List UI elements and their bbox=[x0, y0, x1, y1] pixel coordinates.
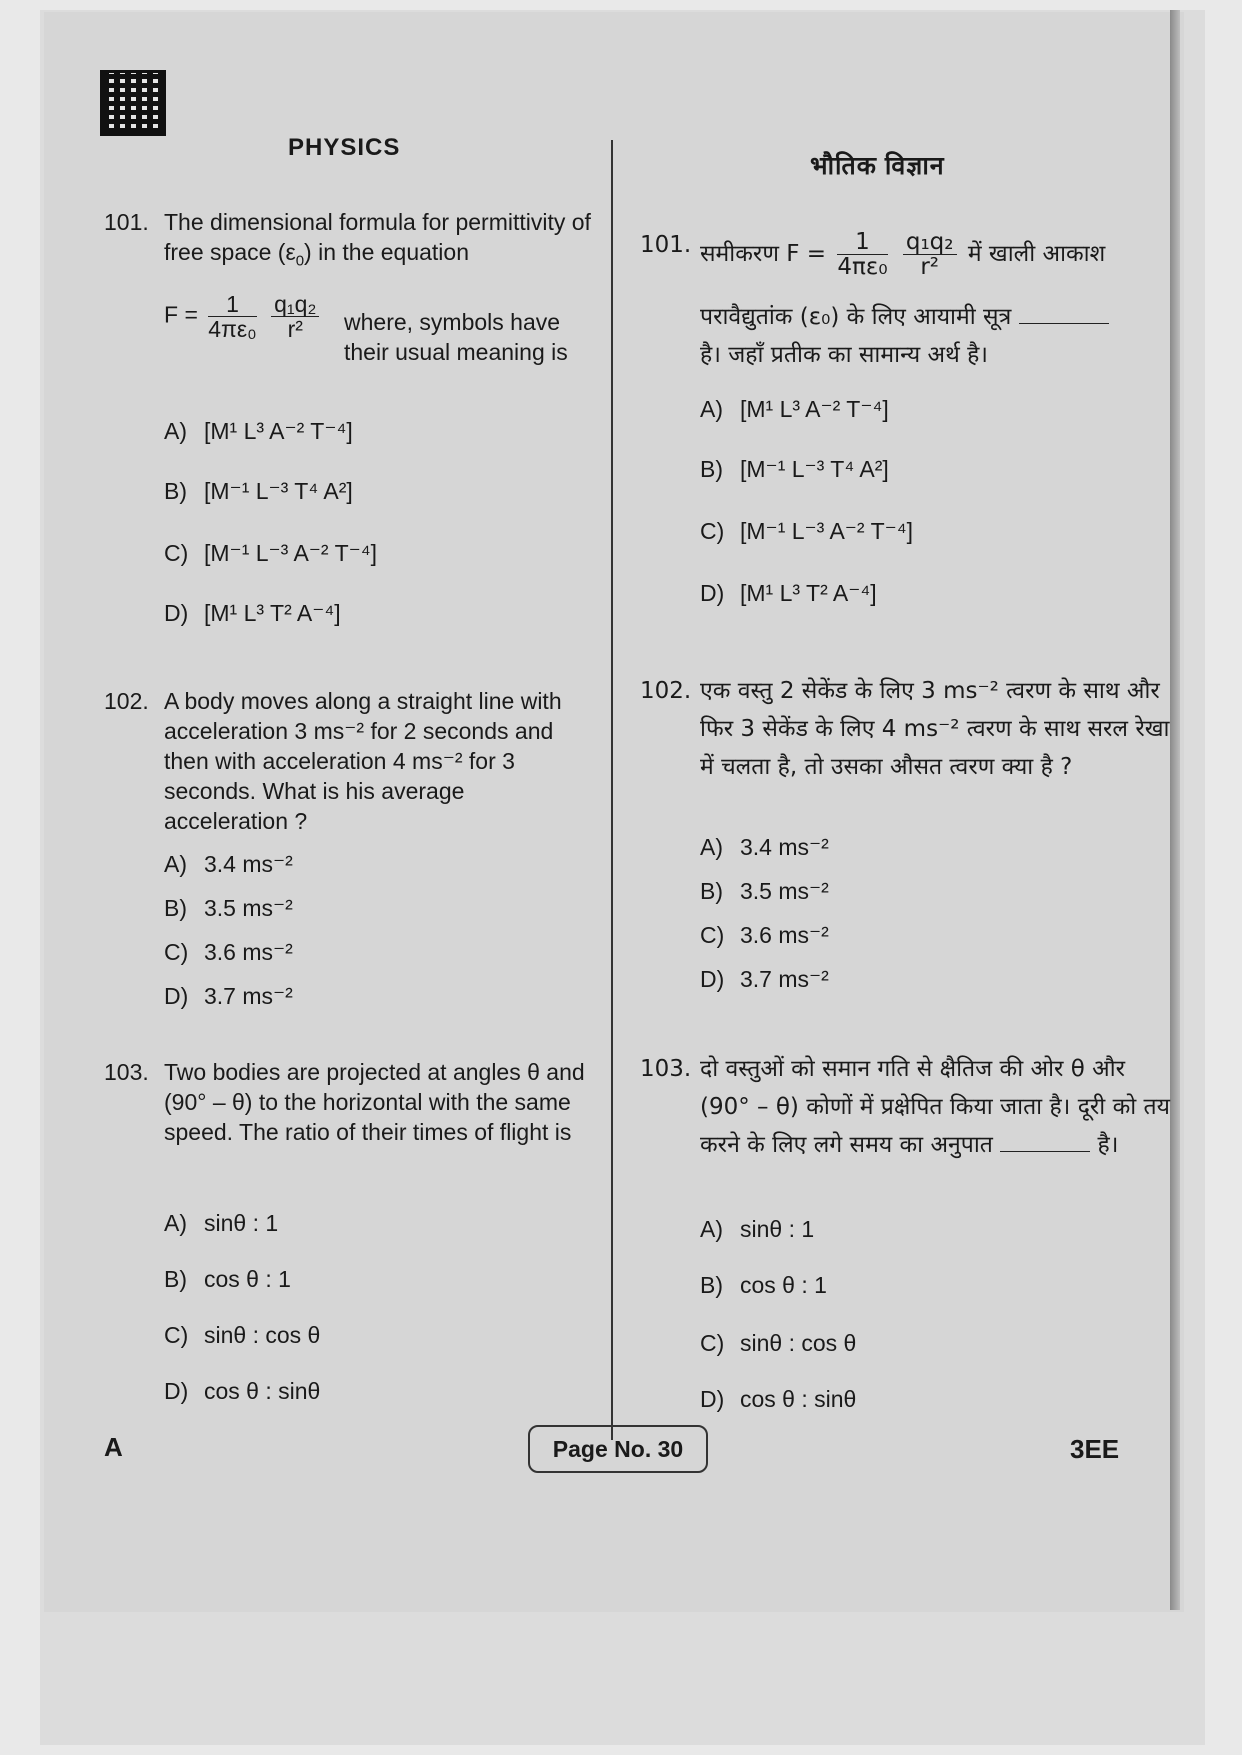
option-103-d-hi[interactable]: D) cos θ : sinθ bbox=[700, 1386, 857, 1412]
option-103-a-en[interactable]: A) sinθ : 1 bbox=[164, 1210, 279, 1236]
option-103-b-hi[interactable]: B) cos θ : 1 bbox=[700, 1272, 827, 1298]
option-102-a-hi[interactable]: A) 3.4 ms⁻² bbox=[700, 834, 829, 860]
question-number: 103. bbox=[640, 1056, 692, 1082]
question-text: A body moves along a straight line with acceleration 3 ms⁻² for 2 seconds and then with acceleration 4 ms⁻² for 3 seconds. What is his average acceleration ? bbox=[164, 688, 562, 834]
question-text-cont: परावैद्युतांक (ε₀) के लिए आयामी सूत्र bbox=[700, 302, 1170, 332]
fraction: $\frac{1}{\text{4πε₀}}$ bbox=[208, 291, 257, 342]
question-text: Two bodies are projected at angles θ and (90° – θ) to the horizontal with the same speed. The ratio of their times of flight is bbox=[164, 1059, 585, 1145]
fraction: $\frac{1}{\text{4πε₀}}$ bbox=[837, 229, 888, 280]
fraction: $\frac{\text{q₁q₂}}{\text{r²}}$ bbox=[903, 230, 957, 279]
question-text: समीकरण F = $\frac{1}{\text{4πε₀}}$ $\frac{\text{q₁q₂}}{\text{r²}}$ में खाली आकाश bbox=[700, 229, 1106, 280]
answer-blank bbox=[1019, 323, 1109, 324]
fraction: $\frac{\text{q₁q₂}}{\text{r²}}$ bbox=[271, 292, 319, 341]
option-102-b-en[interactable]: B) 3.5 ms⁻² bbox=[164, 895, 293, 921]
option-101-a-en[interactable]: A) [M¹ L³ A⁻² T⁻⁴] bbox=[164, 418, 353, 444]
option-101-c-hi[interactable]: C) [M⁻¹ L⁻³ A⁻² T⁻⁴] bbox=[700, 518, 914, 544]
option-103-c-en[interactable]: C) sinθ : cos θ bbox=[164, 1322, 321, 1348]
question-number: 101. bbox=[640, 232, 692, 258]
option-101-a-hi[interactable]: A) [M¹ L³ A⁻² T⁻⁴] bbox=[700, 396, 889, 422]
question-number: 102. bbox=[640, 678, 692, 704]
option-103-d-en[interactable]: D) cos θ : sinθ bbox=[164, 1378, 321, 1404]
option-103-c-hi[interactable]: C) sinθ : cos θ bbox=[700, 1330, 857, 1356]
equation-line: F = $\frac{1}{\text{4πε₀}}$ $\frac{\text{q₁q₂}}{\text{r²}}$ bbox=[164, 292, 604, 341]
option-101-b-hi[interactable]: B) [M⁻¹ L⁻³ T⁴ A²] bbox=[700, 456, 889, 482]
question-text: The dimensional formula for permittivity of free space $(\varepsilon_0)$ in the equation bbox=[164, 209, 591, 270]
column-divider bbox=[611, 140, 613, 1440]
option-103-b-en[interactable]: B) cos θ : 1 bbox=[164, 1266, 291, 1292]
page-number-box: Page No. 30 bbox=[528, 1425, 708, 1473]
qr-code-icon bbox=[100, 70, 166, 136]
question-text: दो वस्तुओं को समान गति से क्षैतिज की ओर θ और (90° – θ) कोणों में प्रक्षेपित किया जाता है। दूरी को तय करने के लिए लगे समय का अनुपात है। bbox=[700, 1056, 1170, 1158]
booklet-series: A bbox=[104, 1432, 123, 1462]
page-spine-shadow bbox=[1170, 10, 1180, 1610]
question-text: एक वस्तु 2 सेकेंड के लिए 3 ms⁻² त्वरण के साथ और फिर 3 सेकेंड के लिए 4 ms⁻² त्वरण के साथ सरल रेखा में चलता है, तो उसका औसत त्वरण क्या है ? bbox=[700, 678, 1170, 780]
option-101-d-en[interactable]: D) [M¹ L³ T² A⁻⁴] bbox=[164, 600, 341, 626]
option-102-c-en[interactable]: C) 3.6 ms⁻² bbox=[164, 939, 293, 965]
question-text-cont: where, symbols have their usual meaning is bbox=[344, 309, 568, 365]
question-number: 102. bbox=[104, 688, 149, 714]
question-number: 103. bbox=[104, 1059, 149, 1085]
english-section-title: PHYSICS bbox=[288, 134, 401, 161]
answer-blank bbox=[1000, 1151, 1090, 1152]
option-102-b-hi[interactable]: B) 3.5 ms⁻² bbox=[700, 878, 829, 904]
option-101-b-en[interactable]: B) [M⁻¹ L⁻³ T⁴ A²] bbox=[164, 478, 353, 504]
question-number: 101. bbox=[104, 209, 149, 235]
option-103-a-hi[interactable]: A) sinθ : 1 bbox=[700, 1216, 815, 1242]
booklet-code: 3EE bbox=[1070, 1434, 1120, 1464]
hindi-section-title: भौतिक विज्ञान bbox=[810, 152, 945, 180]
option-102-a-en[interactable]: A) 3.4 ms⁻² bbox=[164, 851, 293, 877]
option-102-d-hi[interactable]: D) 3.7 ms⁻² bbox=[700, 966, 829, 992]
option-101-c-en[interactable]: C) [M⁻¹ L⁻³ A⁻² T⁻⁴] bbox=[164, 540, 378, 566]
question-text-cont: है। जहाँ प्रतीक का सामान्य अर्थ है। bbox=[700, 342, 989, 368]
option-102-c-hi[interactable]: C) 3.6 ms⁻² bbox=[700, 922, 829, 948]
option-101-d-hi[interactable]: D) [M¹ L³ T² A⁻⁴] bbox=[700, 580, 877, 606]
option-102-d-en[interactable]: D) 3.7 ms⁻² bbox=[164, 983, 293, 1009]
